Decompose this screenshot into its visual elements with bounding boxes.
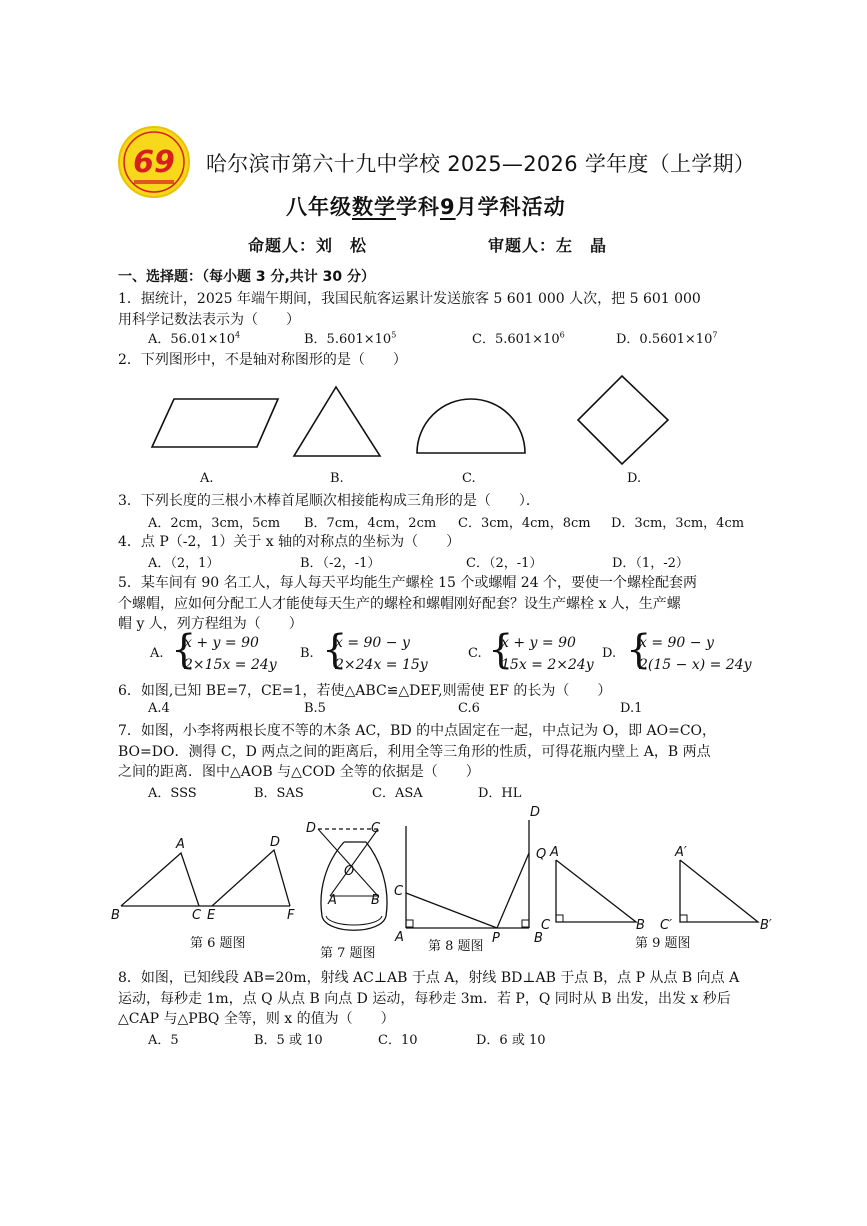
q1-option-d-exp: 7 [712, 330, 718, 340]
fig9-label-b-prime: B′ [760, 918, 772, 933]
fig6-label-b: B [111, 908, 120, 923]
svg-text:69: 69 [133, 145, 175, 180]
title-subject-suffix: 学科 [396, 195, 440, 219]
q5-option-d-eq2: 2(15 − x) = 24y [639, 657, 752, 673]
q3-option-c: C．3cm，4cm，8cm [458, 516, 591, 531]
author-line: 命题人：刘 松 [248, 236, 368, 255]
fig9-label-a: A [550, 845, 559, 860]
q5-option-a-eq2: 2×15x = 24y [184, 657, 277, 673]
q5-option-a-letter: A. [150, 646, 164, 661]
q8-option-a: A．5 [148, 1033, 179, 1048]
q1-option-b-exp: 5 [391, 330, 397, 340]
fig7-label-c: C [371, 821, 381, 836]
fig8-label-q: Q [536, 847, 547, 862]
fig8-label-c: C [394, 884, 404, 899]
title-month: 9 [440, 195, 456, 219]
q6-option-c: C.6 [458, 701, 480, 716]
fig7-label-d: D [306, 821, 317, 836]
q5-option-d-letter: D. [602, 646, 617, 661]
section-heading: 一、选择题：（每小题 3 分,共计 30 分） [118, 269, 376, 285]
q1-option-b-base: B．5.601×10 [304, 332, 392, 347]
q3-option-d: D．3cm，3cm，4cm [611, 516, 745, 531]
q5-option-c-brace: { [488, 627, 514, 673]
fig6-label-a: A [176, 837, 185, 852]
school-heading: 哈尔滨市第六十九中学校 2025—2026 学年度（上学期） [206, 152, 756, 176]
fig8-label-p: P [492, 931, 500, 946]
q4-option-d: D．（1，-2） [612, 556, 689, 571]
q2-label-c: C. [462, 471, 476, 486]
fig7-label-b: B [371, 893, 380, 908]
q8-option-c: C．10 [378, 1033, 418, 1048]
q5-option-d-eq1: x = 90 − y [639, 635, 714, 651]
q1-option-c-base: C．5.601×10 [472, 332, 560, 347]
fig7-vase [318, 829, 387, 930]
fig9-label-c: C [541, 918, 551, 933]
q6-option-a: A.4 [148, 701, 170, 716]
fig6-caption: 第 6 题图 [190, 936, 246, 951]
q8-line1: 8．如图，已知线段 AB=20m，射线 AC⊥AB 于点 A，射线 BD⊥AB 于点 B，点 P 从点 B 向点 A [118, 970, 740, 986]
fig7-label-o: O [344, 864, 355, 879]
q7-option-b: B．SAS [254, 786, 304, 801]
q2-text: 2．下列图形中，不是轴对称图形的是（ ） [118, 352, 407, 368]
q4-text: 4．点 P（-2，1）关于 x 轴的对称点的坐标为（ ） [118, 534, 461, 550]
fig9-label-c-prime: C′ [660, 918, 673, 933]
q1-option-c-exp: 6 [559, 330, 565, 340]
q8-line3: △CAP 与△PBQ 全等，则 x 的值为（ ） [118, 1011, 395, 1027]
q8-option-b: B．5 或 10 [254, 1033, 323, 1048]
q1-option-a-exp: 4 [235, 330, 241, 340]
q5-option-a-eq1: x + y = 90 [184, 635, 259, 651]
fig6-label-c: C [192, 908, 202, 923]
q2-label-d: D. [627, 471, 642, 486]
q5-line1: 5．某车间有 90 名工人，每人每天平均能生产螺栓 15 个或螺帽 24 个，要使一个螺栓配套两 [118, 575, 698, 591]
fig6-triangles [121, 850, 290, 906]
title-activity: 月学科活动 [455, 195, 566, 219]
q4-option-b: B．（-2，-1） [300, 556, 381, 571]
q7-option-a: A．SSS [148, 786, 197, 801]
q6-text: 6．如图,已知 BE=7，CE=1，若使△ABC≌△DEF,则需使 EF 的长为（ ） [118, 683, 612, 699]
q5-option-b-eq1: x = 90 − y [335, 635, 410, 651]
fig8-label-b: B [534, 931, 543, 946]
title-subject: 数学 [352, 195, 396, 219]
fig8-label-d: D [530, 805, 541, 820]
fig8-caption: 第 8 题图 [428, 939, 484, 954]
fig6-label-f: F [287, 908, 295, 923]
fig8-label-a: A [395, 930, 404, 945]
q3-option-a: A．2cm，3cm，5cm [148, 516, 281, 531]
q1-option-a-base: A．56.01×10 [148, 332, 236, 347]
q4-option-a: A．（2，1） [148, 556, 220, 571]
q5-option-c-eq2: 15x = 2×24y [501, 657, 594, 673]
q1-option-d-base: D．0.5601×10 [616, 332, 713, 347]
q7-line2: BO=DO．测得 C，D 两点之间的距离后，利用全等三角形的性质，可得花瓶内壁上 A，B 两点 [118, 744, 711, 760]
q5-line3: 帽 y 人，列方程组为（ ） [118, 616, 303, 632]
fig9-caption: 第 9 题图 [635, 936, 691, 951]
fig6-label-d: D [270, 835, 281, 850]
q2-label-a: A. [200, 471, 214, 486]
q8-line2: 运动，每秒走 1m，点 Q 从点 B 向点 D 运动，每秒走 3m．若 P，Q 同时从 B 出发，出发 x 秒后 [118, 991, 731, 1007]
q5-option-b-letter: B. [300, 646, 314, 661]
fig9-triangles [556, 860, 758, 922]
title-grade: 八年级 [286, 195, 352, 219]
q2-label-b: B. [330, 471, 344, 486]
q4-option-c: C．（2，-1） [466, 556, 543, 571]
q8-option-d: D．6 或 10 [476, 1033, 546, 1048]
q6-option-b: B.5 [304, 701, 326, 716]
q3-text: 3．下列长度的三根小木棒首尾顺次相接能构成三角形的是（ ）． [118, 493, 540, 509]
q5-option-b-brace: { [322, 627, 348, 673]
q5-option-d-brace: { [626, 627, 652, 673]
q5-option-c-letter: C. [468, 646, 482, 661]
reviewer-line: 审题人：左 晶 [488, 236, 608, 255]
fig8-diagram [406, 820, 529, 928]
fig6-label-e: E [207, 908, 216, 923]
q5-line2: 个螺帽，应如何分配工人才能使每天生产的螺栓和螺帽刚好配套？设生产螺栓 x 人，生产螺 [118, 596, 681, 612]
q3-option-b: B．7cm，4cm，2cm [304, 516, 437, 531]
q5-option-a-brace: { [171, 627, 197, 673]
q1-line1: 1．据统计，2025 年端午期间，我国民航客运累计发送旅客 5 601 000 人次，把 5 601 000 [118, 291, 701, 307]
q6-option-d: D.1 [620, 701, 643, 716]
q7-option-d: D．HL [478, 786, 522, 801]
q7-option-c: C．ASA [372, 786, 423, 801]
q7-line1: 7．如图，小李将两根长度不等的木条 AC，BD 的中点固定在一起，中点记为 O，即 AO=CO， [118, 723, 717, 739]
q5-option-b-eq2: 2×24x = 15y [335, 657, 428, 673]
fig9-label-a-prime: A′ [675, 845, 687, 860]
fig7-label-a: A [328, 893, 337, 908]
q1-line2: 用科学记数法表示为（ ） [118, 312, 300, 328]
q7-line3: 之间的距离．图中△AOB 与△COD 全等的依据是（ ） [118, 764, 480, 780]
fig9-label-b: B [636, 918, 645, 933]
fig7-caption: 第 7 题图 [320, 946, 376, 961]
q5-option-c-eq1: x + y = 90 [501, 635, 576, 651]
